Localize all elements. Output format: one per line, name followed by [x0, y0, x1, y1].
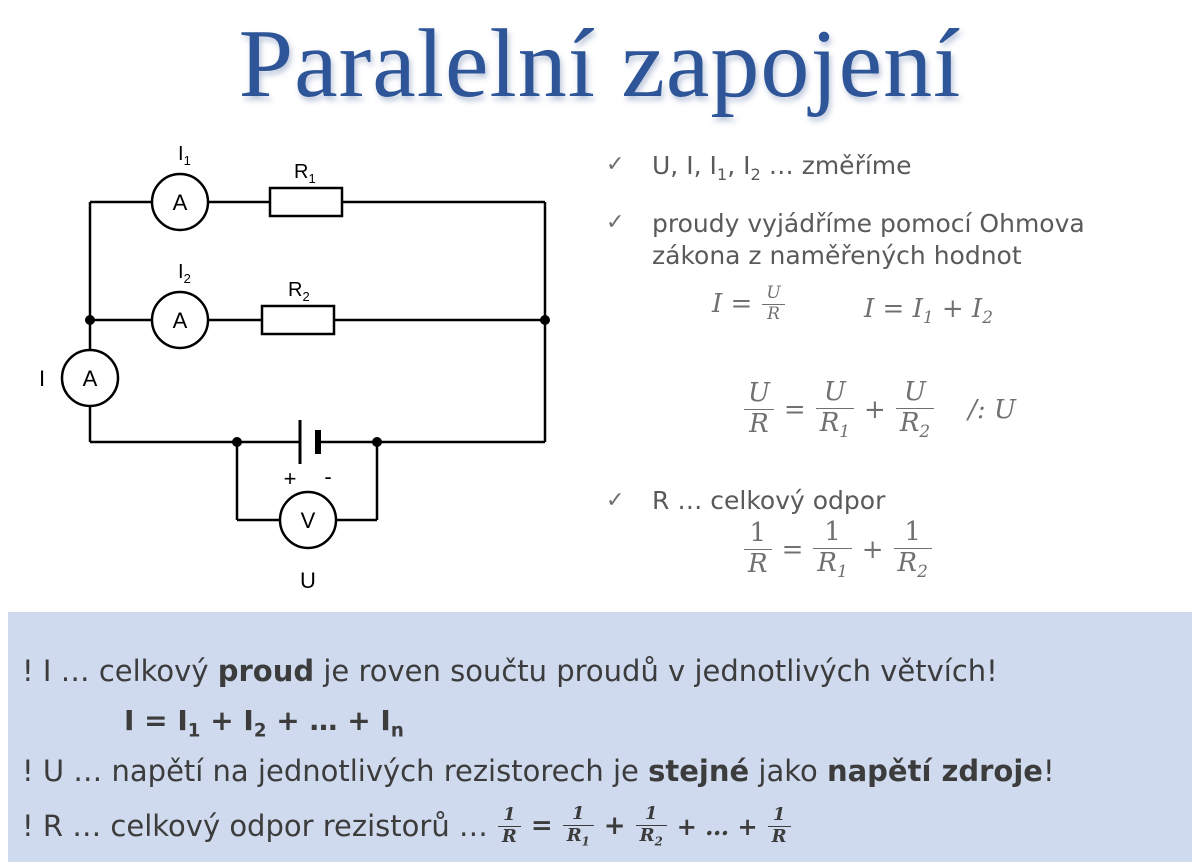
total-current-label: I: [38, 366, 46, 391]
bullet-ohm-line2: zákona z naměřených hodnot: [652, 241, 1022, 270]
minus-sign: -: [324, 464, 332, 489]
bullet-resistance: R … celkový odpor: [652, 486, 886, 515]
voltage-label: U: [300, 568, 316, 593]
voltmeter-label: V: [300, 508, 316, 533]
ohm-formula: I = $\frac{U}{R}$: [706, 284, 789, 324]
bullet-ohm: [652, 208, 1085, 272]
slide-title: Paralelní zapojení: [238, 10, 962, 118]
bullet-measure: U, I, $I_1$, $I_2$ … změříme: [652, 151, 912, 184]
junction-dot: [85, 315, 95, 325]
summary-current: ! I … celkový proud je roven součtu proudů v jednotlivých větvích!: [22, 654, 998, 688]
r1-label: $R_1$: [294, 161, 316, 186]
check-icon: ✓: [606, 210, 625, 235]
check-icon: ✓: [606, 152, 625, 177]
junction-dot: [540, 315, 550, 325]
summary-resistance: ! R … celkový odpor rezistorů … $\frac{1}{R}$ = $\frac{1}{R_1}$ + $\frac{1}{R_2}$ + … + $\frac{1}{R}$: [22, 804, 795, 849]
r2-label: $R_2$: [288, 279, 310, 304]
resistor-r2: [262, 306, 334, 334]
resistor-r1: [270, 188, 342, 216]
ammeter-1-label: A: [172, 190, 188, 215]
plus-sign: +: [283, 466, 297, 491]
summary-current-formula: $I = I_1 + I_2$ + … + $I_n$: [124, 704, 404, 742]
check-icon: ✓: [606, 488, 625, 513]
summary-voltage: ! U … napětí na jednotlivých rezistorech je stejné jako napětí zdroje!: [22, 754, 1055, 788]
ammeter-total-label: A: [82, 366, 98, 391]
junction-dot: [232, 437, 242, 447]
ammeter-2-label: A: [172, 308, 188, 333]
voltage-equation: $\frac{U}{R}$ = $\frac{U}{R_1}$ + $\frac{U}{R_2}$ /: U: [740, 378, 1022, 442]
current-sum-formula: $I = I_1 + I_2$: [864, 294, 993, 328]
i2-label: $I_2$: [178, 261, 191, 286]
circuit-diagram: [0, 130, 600, 600]
bullet-ohm-line1: proudy vyjádříme pomocí Ohmova: [652, 209, 1085, 238]
resistance-equation: $\frac{1}{R}$ = $\frac{1}{R_1}$ + $\frac{1}{R_2}$: [740, 518, 936, 582]
i1-label: $I_1$: [178, 143, 191, 168]
junction-dot: [372, 437, 382, 447]
